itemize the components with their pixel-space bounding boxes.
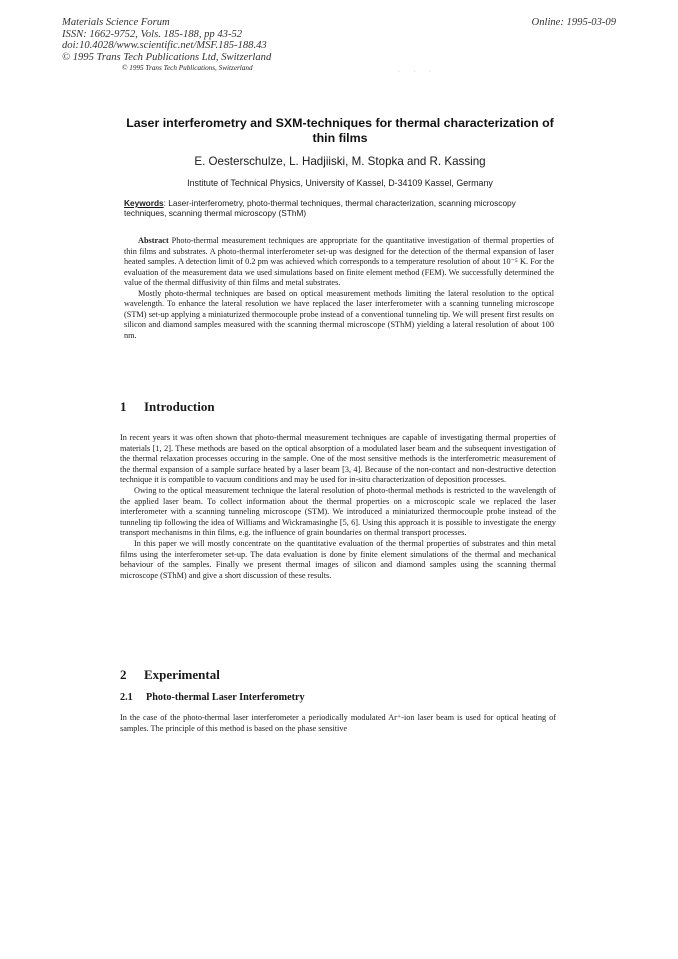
introduction-body [120, 433, 556, 581]
subsection-number: 2.1 [120, 692, 133, 703]
copyright-small: © 1995 Trans Tech Publications, Switzerland [122, 64, 253, 73]
section-title: Experimental [144, 667, 220, 682]
online-date: Online: 1995-03-09 [531, 17, 616, 28]
section-number: 2 [120, 667, 127, 682]
keywords-text: : Laser-interferometry, photo-thermal techniques, thermal characterization, scanning microscopy techniques, scanning thermal microscopy (SThM) [124, 198, 516, 219]
keywords-label: Keywords [124, 198, 164, 208]
keywords-block [124, 198, 556, 219]
paper-authors: E. Oesterschulze, L. Hadjiiski, M. Stopka and R. Kassing [194, 155, 486, 168]
author-affiliation: Institute of Technical Physics, University of Kassel, D-34109 Kassel, Germany [187, 178, 493, 188]
experimental-body [120, 713, 556, 734]
journal-name: Materials Science Forum [62, 17, 170, 28]
copyright-line: © 1995 Trans Tech Publications Ltd, Switzerland [62, 51, 272, 63]
intro-paragraph-2: Owing to the optical measurement technique the lateral resolution of photo-thermal methods is restricted to the wavelength of the applied laser beam. To collect information about the thermal properties on a microscopic scale we replaced the laser interferometer with a scanning tunneling microscope (STM). We introduced a miniaturized thermocouple probe instead of the tunneling tip following the idea of Williams and Wickramasinghe [5, 6]. Using this approach it is possible to investigate the energy transport mechanisms in thin films, e.g. the influence of grain boundaries on thermal transport processes. [120, 485, 556, 538]
intro-paragraph-3: In this paper we will mostly concentrate on the quantitative evaluation of the thermal properties of substrates and thin metal films using the interferometer set-up. The data evaluation is done by finite element simulations of the thermal and mechanical behaviour of the samples. Finally we present thermal images of silicon and diamond samples using the scanning thermal microscope (SThM) and give a short discussion of these results. [120, 538, 556, 580]
paper-title: Laser interferometry and SXM-techniques for thermal characterization of thin films [126, 116, 554, 145]
subsection-heading-interferometry [120, 692, 305, 703]
section-number: 1 [120, 399, 127, 414]
subsection-title: Photo-thermal Laser Interferometry [146, 692, 305, 703]
abstract-block [124, 236, 554, 341]
abstract-text-1: Photo-thermal measurement techniques are appropriate for the quantitative investigation of thermal properties of thin films and substrates. A photo-thermal interferometer set-up was designed for the detection of the thermal expansion of laser heated samples. A detection limit of 0.2 pm was achieved which corresponds to a temperature resolution of about 10⁻⁵ K. For the evaluation of the measurement data we used simulations based on finite element method (FEM). We successfully determined the value of the thermal diffusivity of thin films and metal substrates. [124, 236, 554, 287]
section-heading-introduction [120, 399, 215, 415]
abstract-paragraph-2: Mostly photo-thermal techniques are based on optical measurement methods limiting the lateral resolution to the optical wavelength. To enhance the lateral resolution we have replaced the laser interferometer with a scanning tunneling microscope (STM) set-up applying a miniaturized thermocouple probe instead of a conventional tunneling tip. We will present first results on silicon and diamond samples measured with the scanning thermal microscope (SThM) yielding a lateral resolution of about 100 nm. [124, 288, 554, 340]
experimental-paragraph-1: In the case of the photo-thermal laser interferometer a periodically modulated Ar⁺-ion laser beam is used for optical heating of samples. The principle of this method is based on the phase sensitive [120, 713, 556, 733]
section-title: Introduction [144, 399, 215, 414]
issn-line: ISSN: 1662-9752, Vols. 185-188, pp 43-52 [62, 28, 243, 40]
intro-paragraph-1: In recent years it was often shown that photo-thermal measurement techniques are capable of investigating thermal properties of materials [1, 2]. These methods are based on the optical absorption of a modulated laser beam and the subsequent investigation of the thermal relaxation processes occuring in the sample. One of the most sensitive methods is the interferometric measurement of the thermal expansion of a sample surface heated by a laser beam [3, 4]. Because of the non-contact and non-destructive detection technique it is compatible to vacuum conditions and may be used for in-situ characterization of deposition processes. [120, 433, 556, 485]
doi-line[interactable]: doi:10.4028/www.scientific.net/MSF.185-188.43 [62, 40, 267, 52]
journal-header [62, 17, 502, 74]
abstract-label: Abstract [138, 236, 169, 245]
section-heading-experimental [120, 667, 220, 683]
abstract-paragraph [124, 236, 554, 289]
scan-speck-decoration: · · · [398, 69, 437, 75]
